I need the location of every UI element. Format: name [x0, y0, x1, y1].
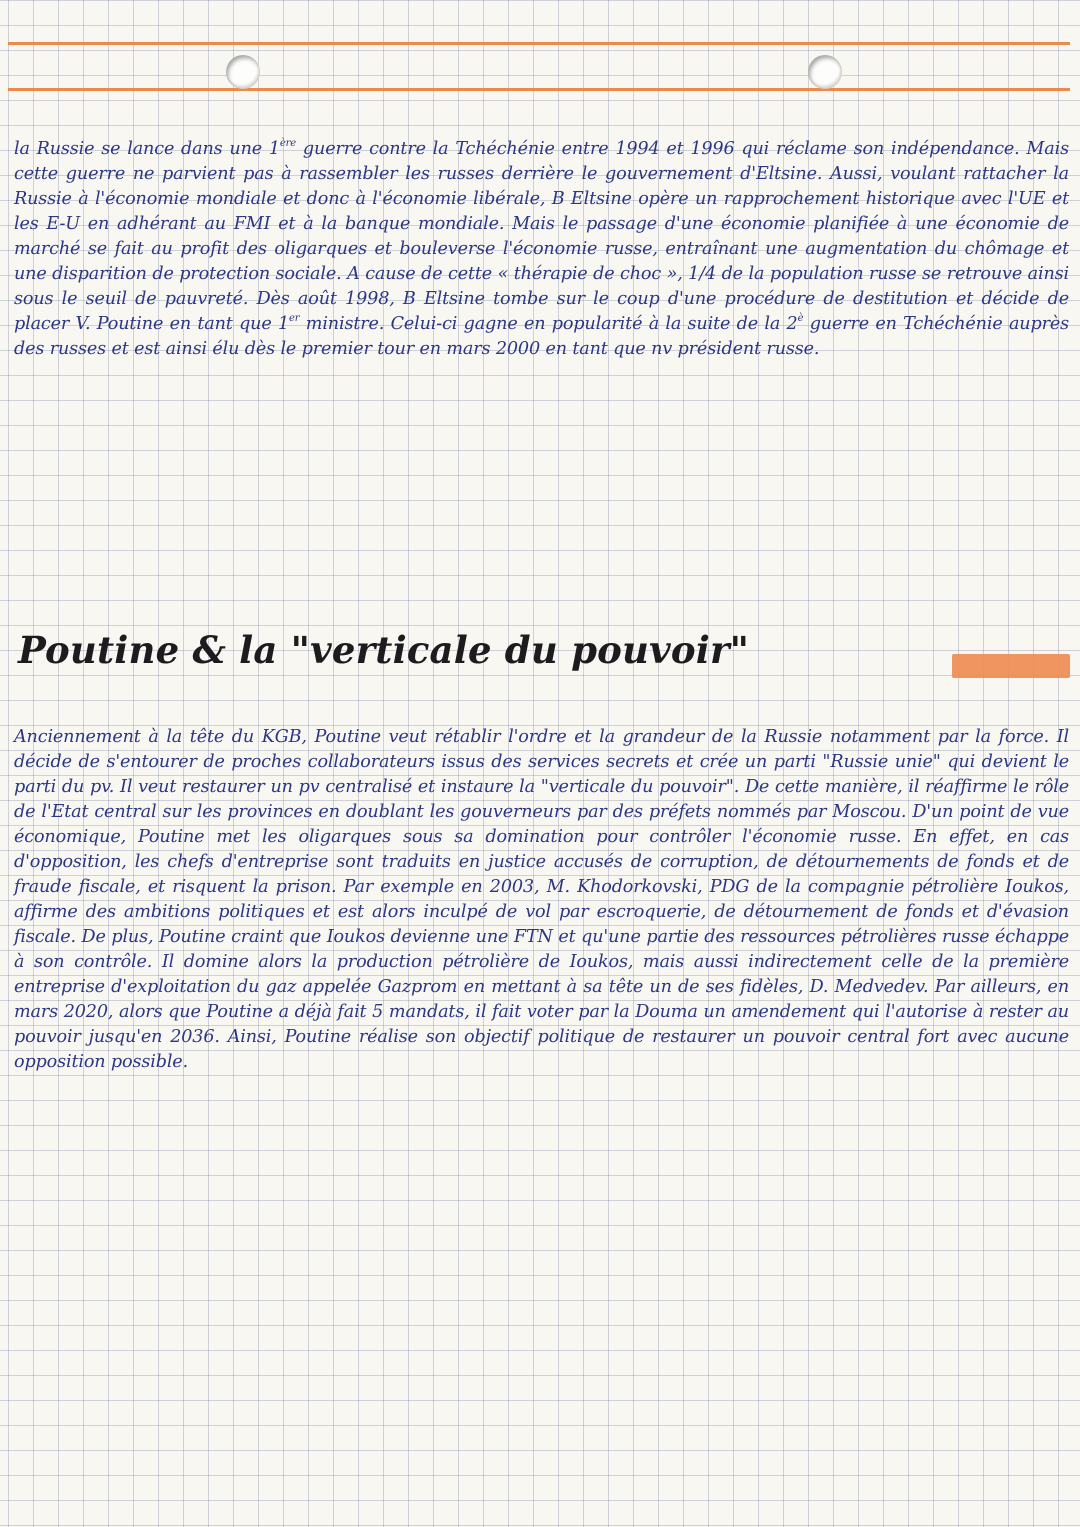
superscript-er: er	[289, 313, 300, 324]
binder-hole-right	[808, 55, 842, 89]
superscript-ere: ère	[279, 138, 297, 149]
paragraph-chechnya-eltsine	[14, 137, 1069, 362]
heading-highlight-bar	[952, 654, 1070, 678]
header-margin-line	[8, 88, 1070, 91]
section-heading: Poutine & la "verticale du pouvoir"	[18, 628, 750, 672]
paragraph1-part-a: la Russie se lance dans une 1	[14, 139, 280, 159]
paragraph-verticale-du-pouvoir: Anciennement à la tête du KGB, Poutine veut rétablir l'ordre et la grandeur de la Russie notamment par la force. Il décide de s'entourer de proches collaborateurs issus des services secrets et crée un parti "Russie unie" qui devient le parti du pv. Il veut restaurer un pv centralisé et instaure la "verticale du pouvoir". De cette manière, il réaffirme le rôle de l'Etat central sur les provinces en doublant les gouverneurs par des préfets nommés par Moscou. D'un point de vue économique, Poutine met les oligarques sous sa domination pour contrôler l'économie russe. En effet, en cas d'opposition, les chefs d'entreprise sont traduits en justice accusés de corruption, de détournements de fonds et de fraude fiscale, et risquent la prison. Par exemple en 2003, M. Khodorkovski, PDG de la compagnie pétrolière Ioukos, affirme des ambitions politiques et est alors inculpé de vol par escroquerie, de détournement de fonds et d'évasion fiscale. De plus, Poutine craint que Ioukos devienne une FTN et qu'une partie des ressources pétrolières russe échappe à son contrôle. Il domine alors la production pétrolière de Ioukos, mais aussi indirectement celle de la première entreprise d'exploitation du gaz appelée Gazprom en mettant à sa tête un de ses fidèles, D. Medvedev. Par ailleurs, en mars 2020, alors que Poutine a déjà fait 5 mandats, il fait voter par la Douma un amendement qui l'autorise à rester au pouvoir jusqu'en 2036. Ainsi, Poutine réalise son objectif politique de restaurer un pouvoir central fort avec aucune opposition possible.	[14, 727, 1069, 1072]
paragraph1-part-b: guerre contre la Tchéchénie entre 1994 et 1996 qui réclame son indépendance. Mais cette guerre ne parvient pas à rassembler les russes derrière le gouvernement d'Eltsine. Aussi, voulant rattacher la Russie à l'économie mondiale et donc à l'économie libérale, B Eltsine opère un rapprochement historique avec l'UE et les E-U en adhérant au FMI et à la banque mondiale. Mais le passage d'une économie planifiée à une économie de marché se fait au profit des oligarques et bouleverse l'économie russe, entraînant une augmentation du chômage et une disparition de protection sociale. A cause de cette « thérapie de choc », 1/4 de la population russe se retrouve ainsi sous le seuil de pauvreté. Dès août 1998, B Eltsine tombe sur le coup d'une procédure de destitution et décide de placer V. Poutine en tant que 1	[14, 139, 1069, 334]
paragraph1-part-d: guerre en Tchéchénie auprès des russes et est ainsi élu dès le premier tour en mars 2000 en tant que nv président russe.	[14, 314, 1069, 359]
binder-hole-left	[226, 55, 260, 89]
top-margin-line	[8, 42, 1070, 45]
superscript-e: è	[797, 313, 804, 324]
paragraph1-part-c: ministre. Celui-ci gagne en popularité à la suite de la 2	[299, 314, 798, 334]
